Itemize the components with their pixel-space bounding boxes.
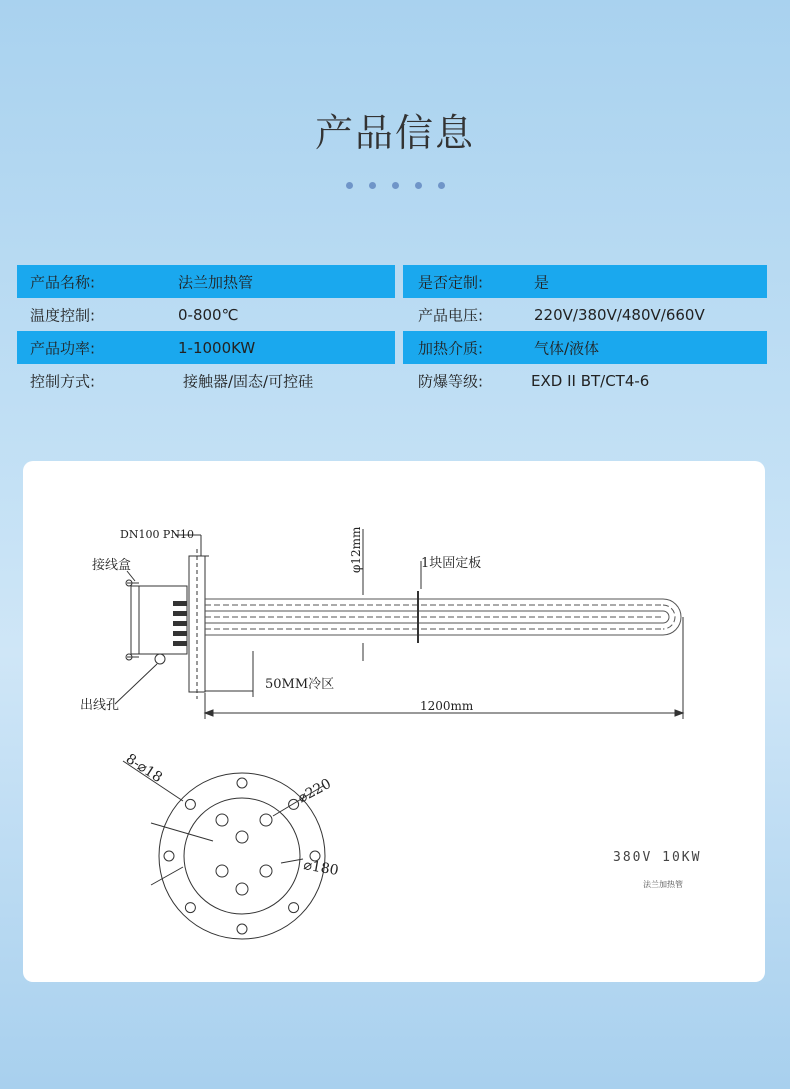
- spec-label: 是否定制:: [418, 273, 484, 291]
- divider-dot: [369, 182, 376, 189]
- spec-label: 加热介质:: [418, 339, 484, 357]
- bolt-holes-label: 8-⌀18: [122, 750, 165, 787]
- spec-value: 是: [534, 273, 550, 291]
- spec-value: 220V/380V/480V/660V: [534, 305, 705, 324]
- divider-dot: [415, 182, 422, 189]
- flange-spec-label: DN100 PN10: [120, 528, 194, 541]
- spec-label: 产品功率:: [30, 339, 96, 357]
- element-holes: [216, 814, 272, 895]
- spec-row-control: [17, 364, 395, 397]
- junction-box-label: 接线盒: [92, 558, 132, 573]
- divider-dot: [438, 182, 445, 189]
- length-label: 1200mm: [420, 699, 474, 713]
- outlet-hole-label: 出线孔: [80, 698, 120, 713]
- spec-value: 0-800℃: [178, 305, 239, 324]
- spec-row-explosion-proof: [403, 364, 767, 397]
- divider-dot: [392, 182, 399, 189]
- spec-row-custom: [403, 265, 767, 298]
- spec-value: 气体/液体: [534, 339, 600, 357]
- spec-table-left: [17, 265, 395, 397]
- cold-zone-label: 50MM冷区: [265, 677, 335, 692]
- spec-row-voltage: [403, 298, 767, 331]
- rating-label: 380V 10KW: [613, 850, 702, 865]
- flange-inner-circle: [184, 798, 300, 914]
- tube-diameter-label: φ12mm: [349, 526, 363, 573]
- spec-value: 接触器/固态/可控硅: [183, 372, 314, 390]
- page-title: 产品信息: [314, 111, 475, 155]
- spec-label: 温度控制:: [30, 306, 96, 324]
- heating-tubes: [205, 599, 681, 635]
- spec-label: 控制方式:: [30, 372, 96, 390]
- spec-value: 法兰加热管: [178, 273, 254, 291]
- spec-row-temperature: [17, 298, 395, 331]
- technical-drawing-card: [23, 461, 765, 982]
- bolt-circle-label: ⌀180: [302, 857, 340, 880]
- spec-value: 1-1000KW: [178, 338, 256, 357]
- spec-row-product-name: [17, 265, 395, 298]
- spec-row-medium: [403, 331, 767, 364]
- technical-drawing: [23, 461, 765, 982]
- terminal-block: [173, 601, 187, 646]
- fixing-plate-label: 1块固定板: [421, 556, 482, 571]
- spec-row-power: [17, 331, 395, 364]
- spec-label: 防爆等级:: [418, 372, 484, 390]
- spec-label: 产品名称:: [30, 273, 96, 291]
- divider-dot: [346, 182, 353, 189]
- drawing-caption: 法兰加热管: [643, 880, 683, 889]
- spec-table-right: [403, 265, 767, 397]
- outlet-hole-marker: [155, 654, 165, 664]
- title-divider-dots: [0, 182, 790, 189]
- outer-diameter-label: ⌀220: [295, 775, 334, 807]
- spec-value: EXD II BT/CT4-6: [531, 371, 650, 390]
- spec-label: 产品电压:: [418, 306, 484, 324]
- flange-front-view: [123, 761, 325, 939]
